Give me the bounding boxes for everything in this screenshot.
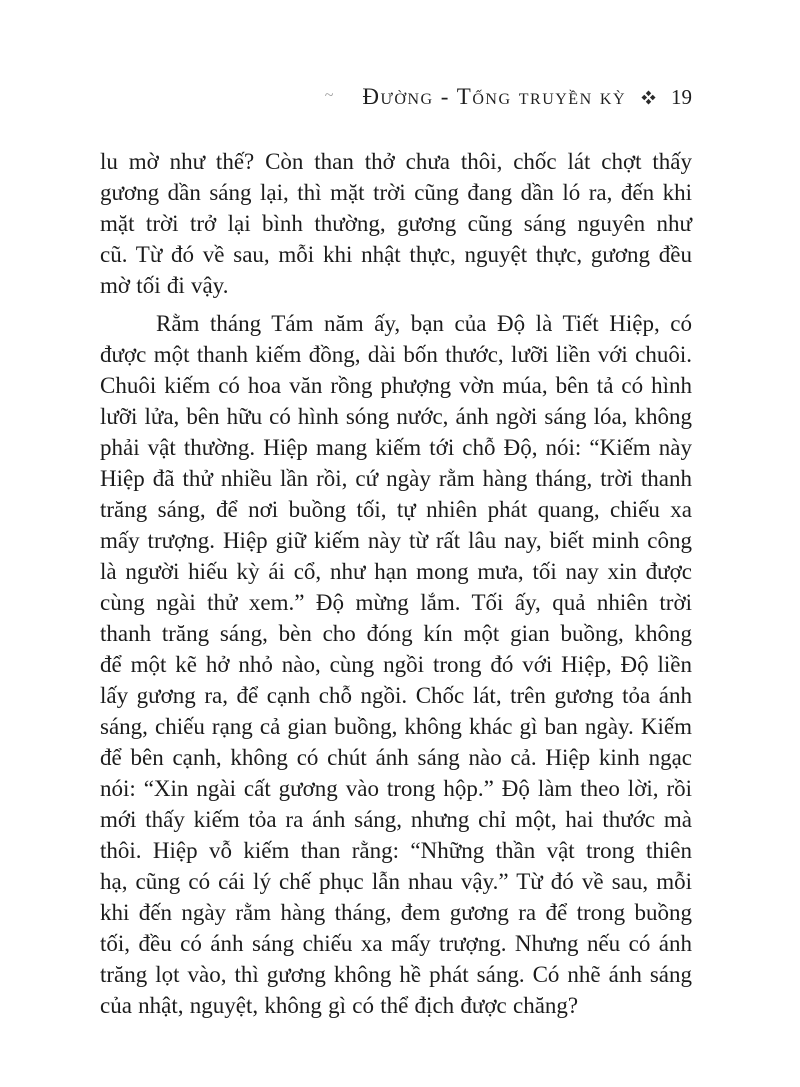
text-line: để bên cạnh, không có chút ánh sáng nào cả. Hiệp kinh ngạc: [100, 745, 692, 770]
running-header-title: Đường - Tống truyền kỳ: [362, 84, 626, 109]
text-line: mới thấy kiếm tỏa ra ánh sáng, nhưng chỉ một, hai thước mà: [100, 807, 692, 832]
paragraph: [100, 308, 692, 1021]
text-line: lưỡi lửa, bên hữu có hình sóng nước, ánh ngời sáng lóa, không: [100, 404, 692, 429]
text-line: hạ, cũng có cái lý chế phục lẫn nhau vậy.” Từ đó về sau, mỗi: [100, 869, 692, 894]
text-line: cùng ngài thử xem.” Độ mừng lắm. Tối ấy, quả nhiên trời: [100, 590, 692, 615]
text-line: mặt trời trở lại bình thường, gương cũng sáng nguyên như: [100, 211, 692, 236]
text-line: được một thanh kiếm đồng, dài bốn thước, lưỡi liền với chuôi.: [100, 342, 692, 367]
text-line: thanh trăng sáng, bèn cho đóng kín một gian buồng, không: [100, 621, 692, 646]
text-line: sáng, chiếu rạng cả gian buồng, không khác gì ban ngày. Kiếm: [100, 714, 692, 739]
text-line: Chuôi kiếm có hoa văn rồng phượng vờn múa, bên tả có hình: [100, 373, 692, 398]
text-line: phải vật thường. Hiệp mang kiếm tới chỗ Độ, nói: “Kiếm này: [100, 435, 692, 460]
text-line: trăng sáng, để nơi buồng tối, tự nhiên phát quang, chiếu xa: [100, 497, 692, 522]
text-line: Hiệp đã thử nhiều lần rồi, cứ ngày rằm hàng tháng, trời thanh: [100, 466, 692, 491]
text-line: tối, đều có ánh sáng chiếu xa mấy trượng. Nhưng nếu có ánh: [100, 931, 692, 956]
scan-artifact-mark: ~: [324, 87, 334, 104]
text-line: là người hiếu kỳ ái cổ, như hạn mong mưa, tối nay xin được: [100, 559, 692, 584]
text-line: Rằm tháng Tám năm ấy, bạn của Độ là Tiết Hiệp, có: [156, 311, 692, 336]
text-line: khi đến ngày rằm hàng tháng, đem gương ra để trong buồng: [100, 900, 692, 925]
text-line: nói: “Xin ngài cất gương vào trong hộp.” Độ làm theo lời, rồi: [100, 776, 692, 801]
page-number: 19: [671, 85, 692, 109]
paragraph: [100, 146, 692, 301]
text-line: gương dần sáng lại, thì mặt trời cũng đang dần ló ra, đến khi: [100, 180, 692, 205]
text-line: mấy trượng. Hiệp giữ kiếm này từ rất lâu nay, biết minh công: [100, 528, 692, 553]
running-header: [100, 84, 692, 110]
text-line: cũ. Từ đó về sau, mỗi khi nhật thực, nguyệt thực, gương đều: [100, 242, 692, 267]
text-line: thôi. Hiệp vỗ kiếm than rằng: “Những thần vật trong thiên: [100, 838, 692, 863]
text-line: để một kẽ hở nhỏ nào, cùng ngồi trong đó với Hiệp, Độ liền: [100, 652, 692, 677]
text-line: lấy gương ra, để cạnh chỗ ngồi. Chốc lát, trên gương tỏa ánh: [100, 683, 692, 708]
text-line: của nhật, nguyệt, không gì có thể địch được chăng?: [100, 993, 579, 1018]
text-line: mờ tối đi vậy.: [100, 273, 229, 298]
text-line: lu mờ như thế? Còn than thở chưa thôi, chốc lát chợt thấy: [100, 149, 692, 174]
page-text: [100, 146, 692, 1021]
four-diamond-ornament-icon: [641, 90, 656, 105]
text-line: trăng lọt vào, thì gương không hề phát sáng. Có nhẽ ánh sáng: [100, 962, 692, 987]
